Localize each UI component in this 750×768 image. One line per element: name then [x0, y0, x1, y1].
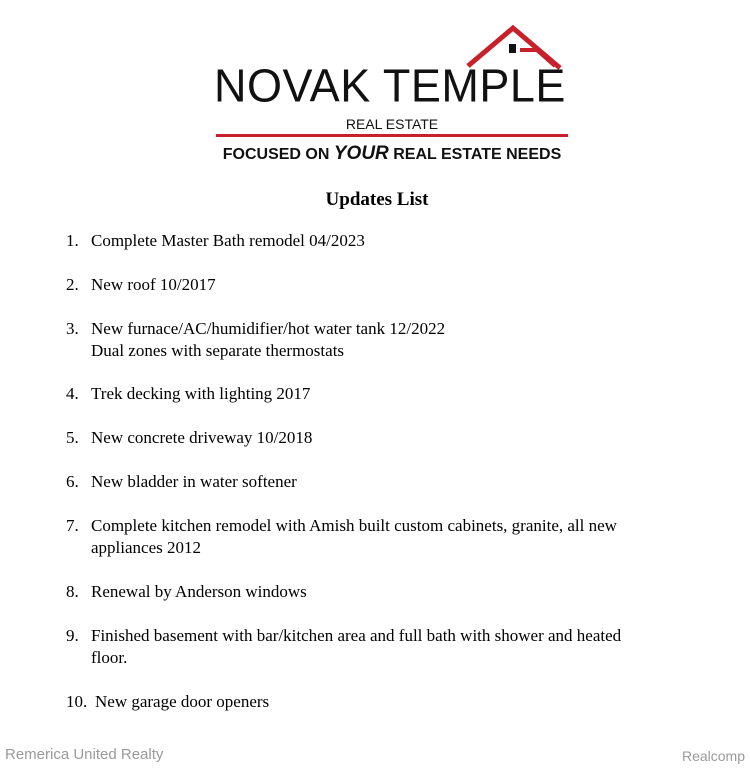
list-item-number: 8.: [66, 582, 79, 601]
logo-tagline: [216, 143, 568, 165]
list-item-number: 7.: [66, 516, 79, 535]
tagline-post: REAL ESTATE NEEDS: [388, 146, 562, 163]
company-logo: [0, 0, 750, 170]
logo-divider: [216, 134, 568, 137]
list-item-number: 4.: [66, 384, 79, 403]
list-item-text-continued: Dual zones with separate thermostats: [91, 341, 345, 360]
list-item-text: New roof 10/2017: [91, 275, 216, 294]
logo-name: NOVAK TEMPLE: [214, 59, 566, 112]
footer-source: Realcomp: [681, 748, 745, 764]
list-item-text: Complete kitchen remodel with Amish built custom cabinets, granite, all new: [91, 516, 617, 535]
list-item-text: Finished basement with bar/kitchen area and full bath with shower and heated: [91, 626, 622, 645]
list-item-number: 5.: [66, 428, 79, 447]
document-title: Updates List: [325, 189, 429, 210]
list-item-text: New garage door openers: [95, 692, 270, 711]
list-item-text: Trek decking with lighting 2017: [91, 384, 311, 403]
list-item-text-continued: floor.: [91, 648, 128, 667]
list-item-text-continued: appliances 2012: [91, 538, 201, 557]
list-item-text: New furnace/AC/humidifier/hot water tank 12/2022: [91, 319, 446, 338]
list-item-text: New bladder in water softener: [91, 472, 297, 491]
footer-brokerage: Remerica United Realty: [5, 746, 164, 763]
list-item-text: New concrete driveway 10/2018: [91, 428, 313, 447]
list-item-number: 1.: [66, 231, 79, 250]
list-item-number: 9.: [66, 626, 79, 645]
list-item-text: Complete Master Bath remodel 04/2023: [91, 231, 365, 250]
tagline-emphasis: YOUR: [333, 143, 389, 164]
list-item-number: 10.: [66, 692, 88, 711]
list-item-text: Renewal by Anderson windows: [91, 582, 307, 601]
logo-subtitle: REAL ESTATE: [345, 116, 439, 132]
list-item-number: 2.: [66, 275, 79, 294]
tagline-pre: FOCUSED ON: [222, 146, 334, 163]
list-item-number: 3.: [66, 319, 79, 338]
list-item-number: 6.: [66, 472, 79, 491]
